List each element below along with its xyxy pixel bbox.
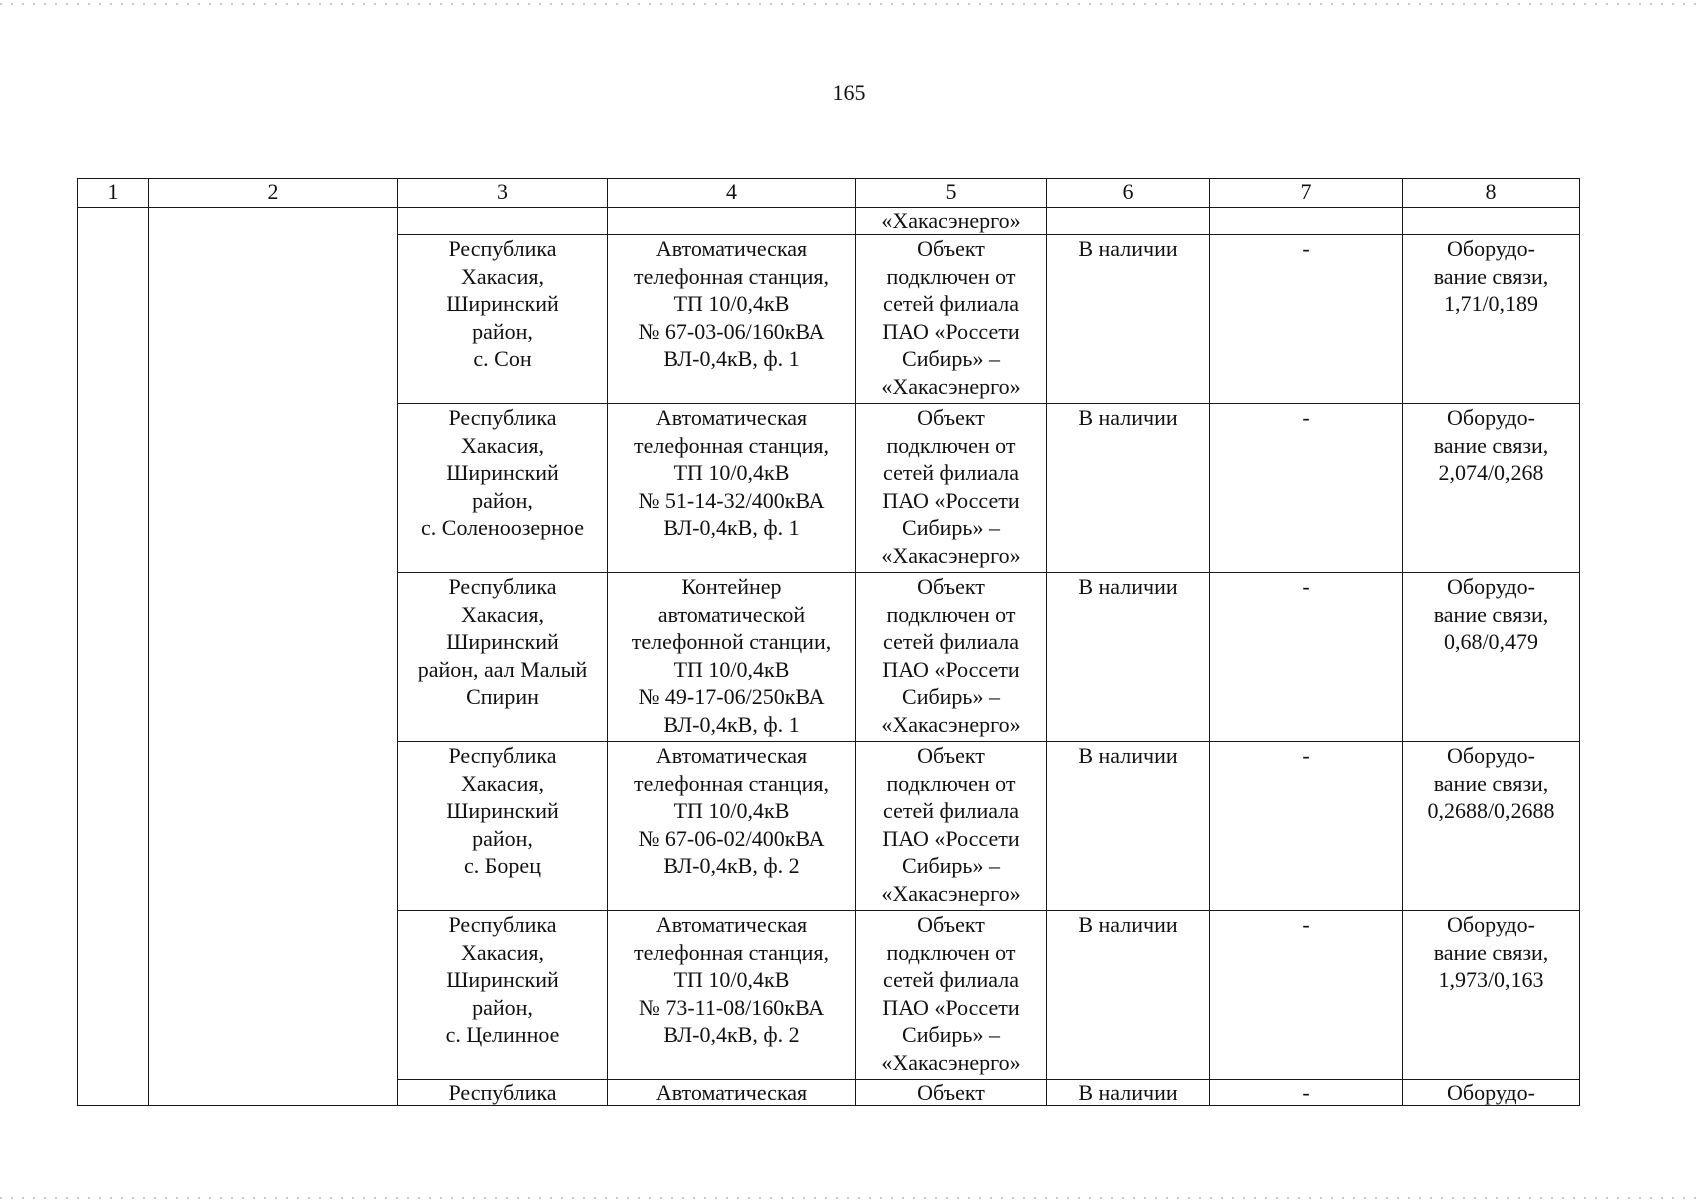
location-cell: Республика Хакасия, Ширинский район, с. Сон [398, 235, 608, 404]
continuation-cell-col7 [1210, 208, 1403, 235]
connection-cell: Объект [856, 1080, 1047, 1106]
connection-cell: Объект подключен от сетей филиала ПАО «Россети Сибирь» – «Хакасэнерго» [856, 573, 1047, 742]
location-cell: Республика [398, 1080, 608, 1106]
object-cell: Контейнер автоматической телефонной станции, ТП 10/0,4кВ № 49-17-06/250кВА ВЛ-0,4кВ, ф. 1 [608, 573, 856, 742]
object-cell: Автоматическая телефонная станция, ТП 10/0,4кВ № 51-14-32/400кВА ВЛ-0,4кВ, ф. 1 [608, 404, 856, 573]
scan-edge-bottom [0, 1197, 1698, 1199]
availability-cell: В наличии [1047, 235, 1210, 404]
merged-cell-col1 [78, 208, 149, 1106]
connection-cell: Объект подключен от сетей филиала ПАО «Россети Сибирь» – «Хакасэнерго» [856, 235, 1047, 404]
availability-cell: В наличии [1047, 911, 1210, 1080]
column-header-6: 6 [1047, 179, 1210, 208]
continuation-cell-col4 [608, 208, 856, 235]
equipment-cell: Оборудо- вание связи, 1,71/0,189 [1403, 235, 1580, 404]
availability-cell: В наличии [1047, 404, 1210, 573]
continuation-cell-col5: «Хакасэнерго» [856, 208, 1047, 235]
page-number: 165 [832, 80, 866, 105]
col7-cell: - [1210, 235, 1403, 404]
continuation-cell-col8 [1403, 208, 1580, 235]
merged-cell-col2 [149, 208, 398, 1106]
continuation-row [78, 208, 1580, 235]
location-cell: Республика Хакасия, Ширинский район, аал Малый Спирин [398, 573, 608, 742]
column-header-4: 4 [608, 179, 856, 208]
continuation-cell-col6 [1047, 208, 1210, 235]
connection-cell: Объект подключен от сетей филиала ПАО «Россети Сибирь» – «Хакасэнерго» [856, 911, 1047, 1080]
availability-cell: В наличии [1047, 1080, 1210, 1106]
location-cell: Республика Хакасия, Ширинский район, с. Целинное [398, 911, 608, 1080]
col7-cell: - [1210, 573, 1403, 742]
column-header-8: 8 [1403, 179, 1580, 208]
equipment-cell: Оборудо- вание связи, 0,68/0,479 [1403, 573, 1580, 742]
col7-cell: - [1210, 911, 1403, 1080]
document-table [77, 178, 1580, 1106]
connection-cell: Объект подключен от сетей филиала ПАО «Россети Сибирь» – «Хакасэнерго» [856, 404, 1047, 573]
equipment-cell: Оборудо- вание связи, 1,973/0,163 [1403, 911, 1580, 1080]
object-cell: Автоматическая телефонная станция, ТП 10/0,4кВ № 73-11-08/160кВА ВЛ-0,4кВ, ф. 2 [608, 911, 856, 1080]
object-cell: Автоматическая [608, 1080, 856, 1106]
location-cell: Республика Хакасия, Ширинский район, с. Соленоозерное [398, 404, 608, 573]
equipment-cell: Оборудо- вание связи, 2,074/0,268 [1403, 404, 1580, 573]
location-cell: Республика Хакасия, Ширинский район, с. Борец [398, 742, 608, 911]
column-header-1: 1 [78, 179, 149, 208]
col7-cell: - [1210, 742, 1403, 911]
col7-cell: - [1210, 404, 1403, 573]
availability-cell: В наличии [1047, 742, 1210, 911]
object-cell: Автоматическая телефонная станция, ТП 10/0,4кВ № 67-03-06/160кВА ВЛ-0,4кВ, ф. 1 [608, 235, 856, 404]
column-number-row [78, 179, 1580, 208]
connection-cell: Объект подключен от сетей филиала ПАО «Россети Сибирь» – «Хакасэнерго» [856, 742, 1047, 911]
continuation-cell-col3 [398, 208, 608, 235]
scan-edge-top [0, 3, 1698, 5]
column-header-7: 7 [1210, 179, 1403, 208]
equipment-cell: Оборудо- [1403, 1080, 1580, 1106]
column-header-5: 5 [856, 179, 1047, 208]
object-cell: Автоматическая телефонная станция, ТП 10/0,4кВ № 67-06-02/400кВА ВЛ-0,4кВ, ф. 2 [608, 742, 856, 911]
equipment-cell: Оборудо- вание связи, 0,2688/0,2688 [1403, 742, 1580, 911]
column-header-2: 2 [149, 179, 398, 208]
col7-cell: - [1210, 1080, 1403, 1106]
column-header-3: 3 [398, 179, 608, 208]
availability-cell: В наличии [1047, 573, 1210, 742]
